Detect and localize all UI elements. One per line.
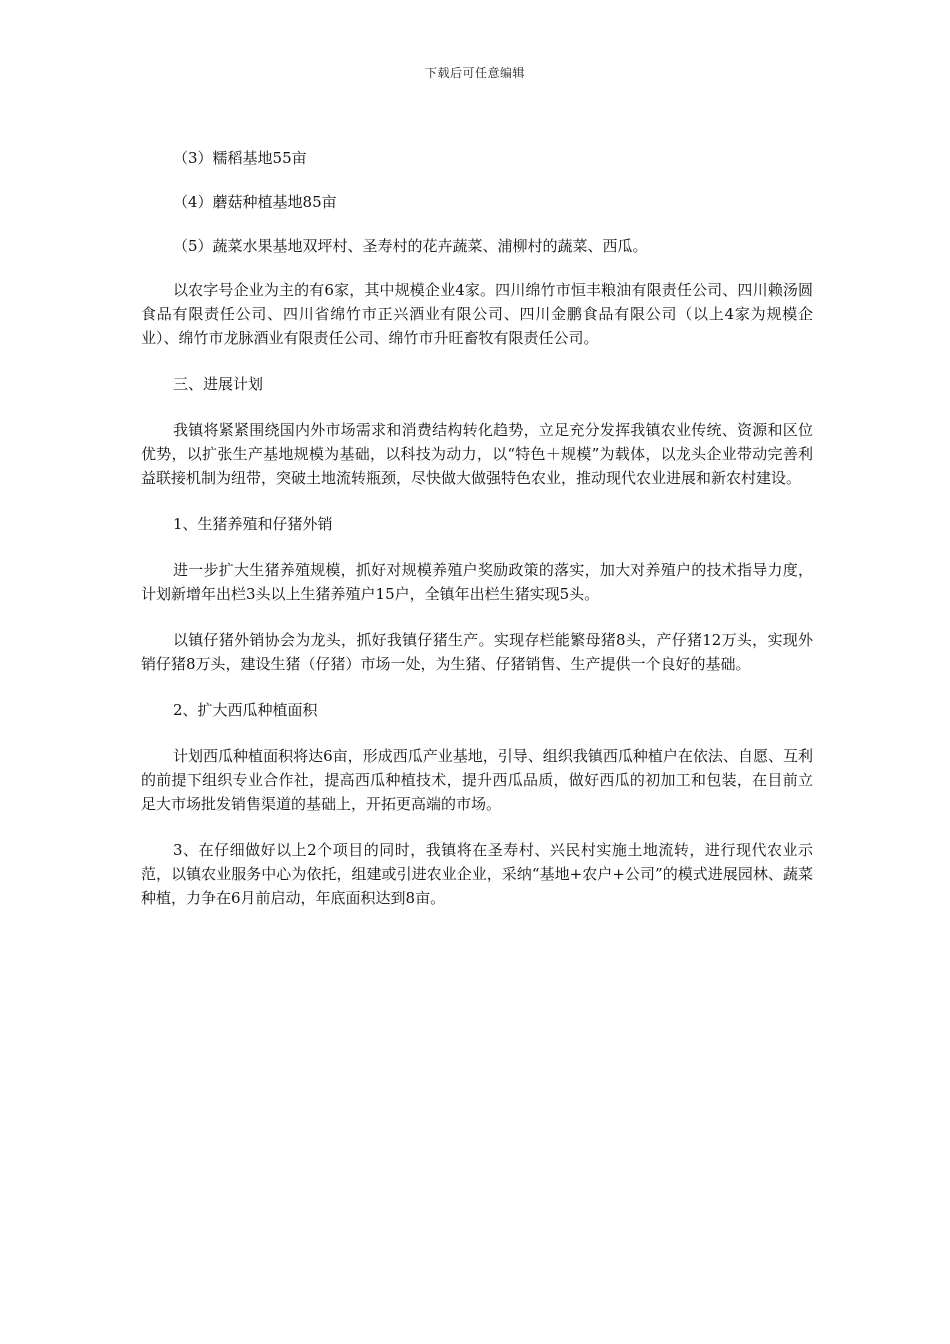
paragraph-watermelon-plan: 计划西瓜种植面积将达6亩，形成西瓜产业基地，引导、组织我镇西瓜种植户在依法、自愿、互利的前提下组织专业合作社，提高西瓜种植技术，提升西瓜品质，做好西瓜的初加工和包装，在目前立足大市场批发销售渠道的基础上，开拓更高端的市场。 (141, 747, 813, 813)
paragraph-pig-scale: 进一步扩大生猪养殖规模，抓好对规模养殖户奖励政策的落实，加大对养殖户的技术指导力度，计划新增年出栏3头以上生猪养殖户15户，全镇年出栏生猪实现5头。 (141, 561, 813, 603)
paragraph-piglet-association: 以镇仔猪外销协会为龙头，抓好我镇仔猪生产。实现存栏能繁母猪8头，产仔猪12万头，实现外销仔猪8万头，建设生猪（仔猪）市场一处，为生猪、仔猪销售、生产提供一个良好的基础。 (141, 631, 813, 673)
paragraph-land-transfer: 3、在仔细做好以上2个项目的同时，我镇将在圣寿村、兴民村实施土地流转，进行现代农业示范，以镇农业服务中心为依托，组建或引进农业企业，采纳“基地+农户+公司”的模式进展园林、蔬菜种植，力争在6月前启动，年底面积达到8亩。 (141, 841, 813, 907)
list-item-glutinous-rice: （3）糯稻基地55亩 (173, 149, 307, 167)
paragraph-plan-intro: 我镇将紧紧围绕国内外市场需求和消费结构转化趋势，立足充分发挥我镇农业传统、资源和区位优势，以扩张生产基地规模为基础，以科技为动力，以“特色＋规模”为载体，以龙头企业带动完善利益联接机制为纽带，突破土地流转瓶颈，尽快做大做强特色农业，推动现代农业进展和新农村建设。 (141, 421, 813, 487)
page-header-note: 下载后可任意编辑 (424, 66, 525, 80)
section-heading-plan: 三、进展计划 (173, 375, 264, 393)
subheading-pig-farming: 1、生猪养殖和仔猪外销 (173, 515, 333, 533)
list-item-vegetables-fruit: （5）蔬菜水果基地双坪村、圣寿村的花卉蔬菜、浦柳村的蔬菜、西瓜。 (173, 237, 648, 255)
list-item-mushroom: （4）蘑菇种植基地85亩 (173, 193, 337, 211)
subheading-watermelon: 2、扩大西瓜种植面积 (173, 701, 318, 719)
paragraph-enterprises: 以农字号企业为主的有6家，其中规模企业4家。四川绵竹市恒丰粮油有限责任公司、四川赖汤圆食品有限责任公司、四川省绵竹市正兴酒业有限公司、四川金鹏食品有限公司（以上4家为规模企业）、绵竹市龙脉酒业有限责任公司、绵竹市升旺畜牧有限责任公司。 (141, 281, 813, 347)
document-body (141, 146, 813, 932)
